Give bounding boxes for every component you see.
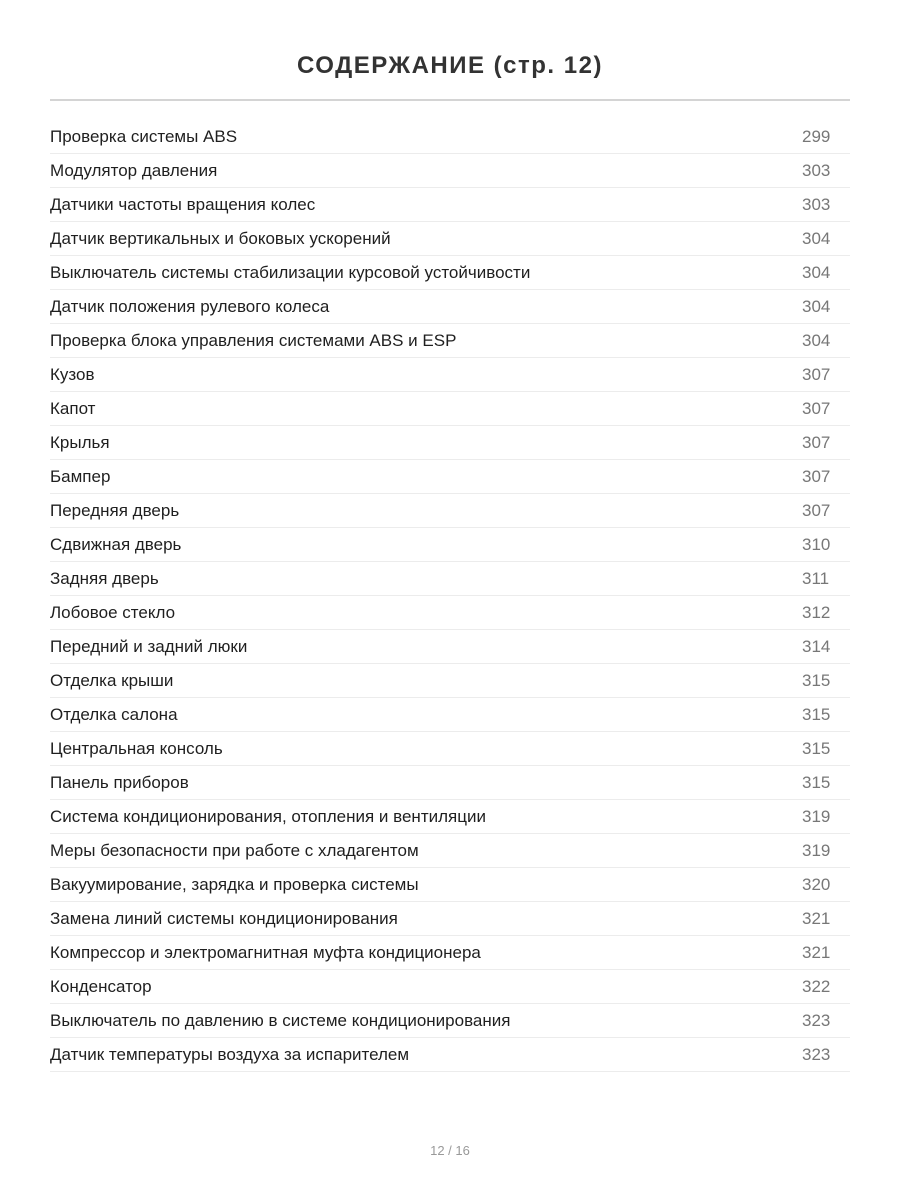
toc-entry-page: 307 [802,432,831,452]
toc-entry-title: Выключатель системы стабилизации курсовой устойчивости [50,262,531,282]
toc-entry[interactable] [50,426,850,460]
toc-entry[interactable] [50,222,850,256]
toc-entry-page: 307 [802,500,831,520]
toc-entry[interactable] [50,1038,850,1072]
toc-entry[interactable] [50,868,850,902]
toc-entry-page: 304 [802,330,831,350]
toc-entry-page: 307 [802,364,831,384]
toc-entry[interactable] [50,596,850,630]
toc-entry-title: Проверка блока управления системами ABS и ESP [50,330,457,350]
toc-entry-page: 307 [802,398,831,418]
toc-entry[interactable] [50,732,850,766]
toc-entry-page: 315 [802,670,831,690]
toc-entry[interactable] [50,936,850,970]
toc-entry-page: 315 [802,704,831,724]
toc-entry-title: Крылья [50,432,110,452]
toc-entry-page: 310 [802,534,831,554]
toc-entry-page: 314 [802,636,831,656]
toc-entry[interactable] [50,800,850,834]
toc-entry[interactable] [50,1004,850,1038]
toc-entry-title: Меры безопасности при работе с хладагентом [50,840,419,860]
toc-entry-page: 311 [802,568,830,588]
toc-entry[interactable] [50,902,850,936]
toc-entry[interactable] [50,494,850,528]
toc-entry[interactable] [50,698,850,732]
toc-entry[interactable] [50,562,850,596]
toc-entry[interactable] [50,154,850,188]
toc-entry-title: Лобовое стекло [50,602,176,622]
toc-entry-title: Задняя дверь [50,568,159,588]
page-indicator: 12 / 16 [430,1143,470,1158]
toc-entry-page: 322 [802,976,831,996]
toc-entry-title: Бампер [50,466,111,486]
toc-entry-title: Кузов [50,364,95,384]
toc-entry-title: Отделка крыши [50,670,174,690]
toc-entry-title: Компрессор и электромагнитная муфта кондиционера [50,942,481,962]
toc-entry-page: 319 [802,840,831,860]
toc-entry[interactable] [50,630,850,664]
toc-entry[interactable] [50,188,850,222]
toc-entry[interactable] [50,834,850,868]
toc-list [50,120,850,1072]
toc-entry-page: 315 [802,738,831,758]
toc-entry[interactable] [50,460,850,494]
toc-entry-page: 307 [802,466,831,486]
toc-entry-title: Панель приборов [50,772,189,792]
toc-entry[interactable] [50,324,850,358]
toc-entry-title: Датчик температуры воздуха за испарителем [50,1044,410,1064]
toc-entry-page: 315 [802,772,831,792]
toc-entry[interactable] [50,970,850,1004]
toc-entry[interactable] [50,358,850,392]
toc-entry-page: 312 [802,602,831,622]
toc-entry[interactable] [50,392,850,426]
toc-entry-page: 323 [802,1044,831,1064]
toc-entry-title: Передний и задний люки [50,636,248,656]
toc-entry-title: Выключатель по давлению в системе кондиционирования [50,1010,511,1030]
toc-entry-page: 304 [802,296,831,316]
toc-entry-title: Вакуумирование, зарядка и проверка системы [50,874,419,894]
toc-entry-page: 323 [802,1010,831,1030]
toc-entry-title: Отделка салона [50,704,178,724]
toc-entry-page: 319 [802,806,831,826]
toc-entry-page: 321 [802,908,831,928]
toc-entry-title: Система кондиционирования, отопления и вентиляции [50,806,486,826]
toc-entry-title: Передняя дверь [50,500,180,520]
toc-entry-title: Центральная консоль [50,738,223,758]
toc-entry-page: 304 [802,262,831,282]
toc-entry-page: 304 [802,228,831,248]
toc-entry-title: Капот [50,398,96,418]
toc-entry[interactable] [50,120,850,154]
toc-entry[interactable] [50,766,850,800]
toc-entry[interactable] [50,664,850,698]
toc-entry-page: 303 [802,194,831,214]
page-title: СОДЕРЖАНИЕ (стр. 12) [297,52,603,80]
toc-entry-title: Датчик вертикальных и боковых ускорений [50,228,391,248]
toc-entry-page: 320 [802,874,831,894]
toc-entry-page: 299 [802,126,831,146]
toc-entry[interactable] [50,290,850,324]
toc-entry-title: Сдвижная дверь [50,534,182,554]
toc-entry-title: Проверка системы ABS [50,126,238,146]
toc-entry-title: Замена линий системы кондиционирования [50,908,398,928]
title-divider [50,99,850,101]
toc-entry[interactable] [50,528,850,562]
toc-entry-title: Модулятор давления [50,160,218,180]
toc-entry-title: Датчик положения рулевого колеса [50,296,330,316]
toc-entry-page: 321 [802,942,831,962]
toc-entry[interactable] [50,256,850,290]
toc-entry-page: 303 [802,160,831,180]
toc-entry-title: Датчики частоты вращения колес [50,194,316,214]
toc-entry-title: Конденсатор [50,976,152,996]
